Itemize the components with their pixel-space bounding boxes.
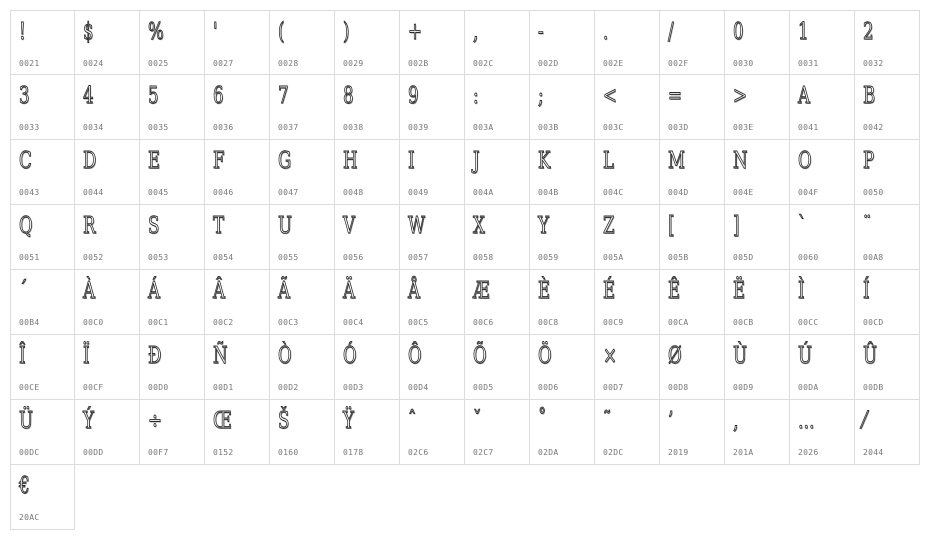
- glyph-code-label: 00B4: [19, 318, 40, 327]
- glyph-code-label: 00C2: [213, 318, 234, 327]
- glyph-preview: Ù: [733, 343, 747, 369]
- glyph-code-label: 002B: [408, 59, 429, 68]
- glyph-preview: È: [538, 278, 551, 304]
- glyph-preview: 8: [343, 83, 354, 109]
- glyph-code-label: 002D: [538, 59, 559, 68]
- glyph-code-label: 00C3: [278, 318, 299, 327]
- glyph-cell[interactable]: [725, 75, 790, 140]
- glyph-preview: C: [19, 148, 32, 174]
- glyph-code-label: 00D9: [733, 383, 754, 392]
- glyph-preview: W: [408, 213, 426, 239]
- glyph-code-label: 00DB: [863, 383, 884, 392]
- glyph-cell[interactable]: [270, 400, 335, 465]
- glyph-preview: U: [278, 213, 292, 239]
- glyph-cell[interactable]: [205, 140, 270, 205]
- glyph-code-label: 00A8: [863, 253, 884, 262]
- glyph-code-label: 005A: [603, 253, 624, 262]
- glyph-cell[interactable]: [660, 270, 725, 335]
- glyph-cell[interactable]: [465, 140, 530, 205]
- glyph-code-label: 0052: [83, 253, 104, 262]
- glyph-cell[interactable]: [270, 75, 335, 140]
- glyph-cell[interactable]: [595, 10, 660, 75]
- glyph-preview: X: [473, 213, 485, 239]
- glyph-code-label: 0025: [148, 59, 169, 68]
- glyph-code-label: 0046: [213, 188, 234, 197]
- glyph-code-label: 00CA: [668, 318, 689, 327]
- glyph-preview: J: [473, 148, 480, 174]
- glyph-code-label: 00CF: [83, 383, 104, 392]
- glyph-preview: ': [213, 19, 218, 45]
- glyph-code-label: 0058: [473, 253, 494, 262]
- glyph-preview: ]: [733, 213, 740, 239]
- glyph-cell[interactable]: [270, 10, 335, 75]
- glyph-code-label: 00C8: [538, 318, 559, 327]
- glyph-code-label: 0053: [148, 253, 169, 262]
- glyph-code-label: 0056: [343, 253, 364, 262]
- glyph-cell[interactable]: [400, 75, 465, 140]
- glyph-preview: ⁄: [863, 408, 866, 434]
- glyph-cell[interactable]: [10, 10, 75, 75]
- glyph-code-label: 00D3: [343, 383, 364, 392]
- glyph-cell[interactable]: [660, 335, 725, 400]
- glyph-code-label: 002F: [668, 59, 689, 68]
- glyph-preview: 6: [213, 83, 224, 109]
- glyph-code-label: 2044: [863, 448, 884, 457]
- glyph-cell[interactable]: [270, 270, 335, 335]
- glyph-code-label: 0044: [83, 188, 104, 197]
- glyph-cell[interactable]: [855, 140, 920, 205]
- glyph-preview: B: [863, 83, 876, 109]
- glyph-cell[interactable]: [595, 75, 660, 140]
- glyph-cell[interactable]: [400, 10, 465, 75]
- glyph-cell[interactable]: [465, 400, 530, 465]
- glyph-preview: ’: [668, 408, 674, 434]
- glyph-code-label: 0042: [863, 123, 884, 132]
- glyph-cell[interactable]: [335, 10, 400, 75]
- glyph-code-label: 0033: [19, 123, 40, 132]
- glyph-cell[interactable]: [595, 335, 660, 400]
- glyph-preview: Ì: [798, 278, 805, 304]
- glyph-preview: Ï: [83, 343, 90, 369]
- glyph-cell[interactable]: [10, 205, 75, 270]
- glyph-code-label: 0039: [408, 123, 429, 132]
- glyph-code-label: 004F: [798, 188, 819, 197]
- glyph-cell[interactable]: [400, 205, 465, 270]
- glyph-code-label: 0060: [798, 253, 819, 262]
- glyph-preview: Y: [538, 213, 549, 239]
- glyph-preview: ˆ: [408, 408, 417, 434]
- glyph-code-label: 00D8: [668, 383, 689, 392]
- glyph-code-label: 0050: [863, 188, 884, 197]
- glyph-preview: P: [863, 148, 875, 174]
- glyph-code-label: 0035: [148, 123, 169, 132]
- glyph-cell[interactable]: [725, 10, 790, 75]
- glyph-preview: 0: [733, 19, 744, 45]
- glyph-cell[interactable]: [595, 140, 660, 205]
- glyph-cell[interactable]: [595, 270, 660, 335]
- glyph-code-label: 0031: [798, 59, 819, 68]
- glyph-cell[interactable]: [465, 75, 530, 140]
- glyph-cell[interactable]: [270, 335, 335, 400]
- glyph-code-label: 0051: [19, 253, 40, 262]
- glyph-cell[interactable]: [790, 10, 855, 75]
- glyph-preview: Á: [148, 278, 160, 304]
- glyph-preview: Ü: [19, 408, 33, 434]
- glyph-code-label: 003D: [668, 123, 689, 132]
- glyph-preview: É: [603, 278, 616, 304]
- glyph-preview: Í: [863, 278, 870, 304]
- glyph-preview: ‚: [733, 408, 739, 434]
- glyph-code-label: 0028: [278, 59, 299, 68]
- glyph-cell[interactable]: [335, 335, 400, 400]
- glyph-preview: Q: [19, 213, 33, 239]
- glyph-code-label: 0021: [19, 59, 40, 68]
- glyph-code-label: 0041: [798, 123, 819, 132]
- glyph-cell[interactable]: [75, 75, 140, 140]
- glyph-cell[interactable]: [465, 10, 530, 75]
- glyph-preview: M: [668, 148, 685, 174]
- glyph-code-label: 0048: [343, 188, 364, 197]
- glyph-code-label: 00C1: [148, 318, 169, 327]
- glyph-preview: Û: [863, 343, 877, 369]
- glyph-cell[interactable]: [205, 335, 270, 400]
- glyph-preview: -: [538, 19, 544, 45]
- glyph-preview: Õ: [473, 343, 487, 369]
- glyph-code-label: 0024: [83, 59, 104, 68]
- glyph-preview: Â: [213, 278, 225, 304]
- glyph-code-label: 00DD: [83, 448, 104, 457]
- glyph-cell[interactable]: [335, 75, 400, 140]
- glyph-code-label: 0178: [343, 448, 364, 457]
- glyph-code-label: 004B: [538, 188, 559, 197]
- glyph-preview: Å: [408, 278, 420, 304]
- glyph-preview: ˇ: [473, 408, 482, 434]
- glyph-cell[interactable]: [10, 465, 75, 530]
- glyph-cell[interactable]: [205, 75, 270, 140]
- glyph-code-label: 00DA: [798, 383, 819, 392]
- glyph-code-label: 0034: [83, 123, 104, 132]
- glyph-cell[interactable]: [855, 270, 920, 335]
- glyph-preview: Ø: [668, 343, 682, 369]
- glyph-code-label: 00D0: [148, 383, 169, 392]
- glyph-preview: Ä: [343, 278, 355, 304]
- glyph-preview: [: [668, 213, 675, 239]
- glyph-cell[interactable]: [790, 335, 855, 400]
- glyph-code-label: 00DC: [19, 448, 40, 457]
- glyph-preview: `: [798, 213, 807, 239]
- glyph-cell[interactable]: [205, 400, 270, 465]
- glyph-cell[interactable]: [335, 140, 400, 205]
- glyph-preview: Ô: [408, 343, 422, 369]
- glyph-cell[interactable]: [75, 270, 140, 335]
- glyph-code-label: 002E: [603, 59, 624, 68]
- glyph-cell[interactable]: [660, 140, 725, 205]
- glyph-cell[interactable]: [75, 335, 140, 400]
- glyph-preview: V: [343, 213, 355, 239]
- glyph-preview: N: [733, 148, 748, 174]
- glyph-code-label: 201A: [733, 448, 754, 457]
- glyph-code-label: 0032: [863, 59, 884, 68]
- glyph-cell[interactable]: [205, 270, 270, 335]
- glyph-preview: 1: [798, 19, 809, 45]
- glyph-preview: F: [213, 148, 225, 174]
- glyph-code-label: 20AC: [19, 513, 40, 522]
- glyph-cell[interactable]: [140, 140, 205, 205]
- glyph-preview: =: [668, 83, 682, 109]
- glyph-code-label: 0054: [213, 253, 234, 262]
- glyph-cell[interactable]: [75, 205, 140, 270]
- glyph-preview: Î: [19, 343, 26, 369]
- glyph-cell[interactable]: [660, 75, 725, 140]
- glyph-code-label: 0029: [343, 59, 364, 68]
- glyph-code-label: 00F7: [148, 448, 169, 457]
- glyph-code-label: 004A: [473, 188, 494, 197]
- glyph-cell[interactable]: [725, 205, 790, 270]
- glyph-code-label: 003A: [473, 123, 494, 132]
- glyph-preview: I: [408, 148, 415, 174]
- glyph-preview: …: [798, 408, 815, 434]
- glyph-cell[interactable]: [465, 270, 530, 335]
- glyph-code-label: 0030: [733, 59, 754, 68]
- glyph-preview: Ñ: [213, 343, 228, 369]
- glyph-cell[interactable]: [725, 335, 790, 400]
- glyph-code-label: 00D7: [603, 383, 624, 392]
- glyph-preview: ): [343, 19, 350, 45]
- glyph-cell[interactable]: [10, 335, 75, 400]
- glyph-cell[interactable]: [140, 335, 205, 400]
- glyph-cell[interactable]: [140, 205, 205, 270]
- glyph-code-label: 00C6: [473, 318, 494, 327]
- glyph-code-label: 0057: [408, 253, 429, 262]
- glyph-code-label: 00CD: [863, 318, 884, 327]
- glyph-cell[interactable]: [855, 10, 920, 75]
- glyph-grid: [10, 10, 920, 530]
- glyph-preview: ˚: [538, 408, 547, 434]
- glyph-cell[interactable]: [75, 10, 140, 75]
- glyph-preview: ,: [473, 19, 479, 45]
- glyph-code-label: 003B: [538, 123, 559, 132]
- glyph-cell[interactable]: [725, 140, 790, 205]
- glyph-code-label: 00C5: [408, 318, 429, 327]
- glyph-cell[interactable]: [400, 270, 465, 335]
- glyph-preview: :: [473, 83, 479, 109]
- glyph-cell[interactable]: [140, 400, 205, 465]
- glyph-code-label: 004D: [668, 188, 689, 197]
- glyph-code-label: 00D5: [473, 383, 494, 392]
- glyph-cell[interactable]: [530, 400, 595, 465]
- glyph-code-label: 02C7: [473, 448, 494, 457]
- glyph-preview: %: [148, 19, 164, 45]
- glyph-preview: (: [278, 19, 285, 45]
- glyph-cell[interactable]: [855, 400, 920, 465]
- glyph-preview: Ó: [343, 343, 357, 369]
- glyph-preview: K: [538, 148, 551, 174]
- glyph-code-label: 0055: [278, 253, 299, 262]
- glyph-preview: ÷: [148, 408, 162, 434]
- glyph-preview: Ú: [798, 343, 812, 369]
- glyph-preview: À: [83, 278, 95, 304]
- glyph-code-label: 005D: [733, 253, 754, 262]
- glyph-preview: G: [278, 148, 292, 174]
- glyph-cell[interactable]: [465, 205, 530, 270]
- glyph-code-label: 0152: [213, 448, 234, 457]
- glyph-cell[interactable]: [530, 335, 595, 400]
- glyph-cell[interactable]: [75, 400, 140, 465]
- glyph-preview: 4: [83, 83, 94, 109]
- glyph-preview: Š: [278, 408, 290, 434]
- glyph-preview: Æ: [473, 278, 490, 304]
- glyph-preview: S: [148, 213, 160, 239]
- glyph-preview: Ò: [278, 343, 292, 369]
- glyph-cell[interactable]: [530, 140, 595, 205]
- glyph-preview: Œ: [213, 408, 232, 434]
- glyph-code-label: 00CB: [733, 318, 754, 327]
- glyph-cell[interactable]: [205, 205, 270, 270]
- glyph-preview: Ã: [278, 278, 290, 304]
- glyph-preview: Ë: [733, 278, 746, 304]
- glyph-preview: Ÿ: [343, 408, 354, 434]
- glyph-cell[interactable]: [140, 75, 205, 140]
- glyph-code-label: 00CE: [19, 383, 40, 392]
- glyph-cell[interactable]: [855, 205, 920, 270]
- glyph-preview: .: [603, 19, 609, 45]
- glyph-preview: ˜: [603, 408, 612, 434]
- glyph-code-label: 004E: [733, 188, 754, 197]
- glyph-cell[interactable]: [270, 205, 335, 270]
- glyph-code-label: 0036: [213, 123, 234, 132]
- glyph-code-label: 02DC: [603, 448, 624, 457]
- glyph-cell[interactable]: [400, 140, 465, 205]
- glyph-preview: 2: [863, 19, 874, 45]
- glyph-code-label: 0160: [278, 448, 299, 457]
- glyph-preview: ¨: [863, 213, 872, 239]
- glyph-preview: 7: [278, 83, 289, 109]
- glyph-cell[interactable]: [530, 75, 595, 140]
- glyph-preview: >: [733, 83, 747, 109]
- glyph-preview: +: [408, 19, 422, 45]
- glyph-cell[interactable]: [790, 400, 855, 465]
- glyph-code-label: 003C: [603, 123, 624, 132]
- glyph-cell[interactable]: [270, 140, 335, 205]
- glyph-cell[interactable]: [855, 335, 920, 400]
- glyph-code-label: 0049: [408, 188, 429, 197]
- glyph-preview: $: [83, 19, 94, 45]
- glyph-cell[interactable]: [465, 335, 530, 400]
- glyph-code-label: 00C4: [343, 318, 364, 327]
- glyph-code-label: 005B: [668, 253, 689, 262]
- glyph-cell[interactable]: [530, 10, 595, 75]
- glyph-preview: H: [343, 148, 358, 174]
- glyph-preview: Ý: [83, 408, 94, 434]
- glyph-cell[interactable]: [530, 270, 595, 335]
- glyph-preview: <: [603, 83, 617, 109]
- glyph-cell[interactable]: [660, 205, 725, 270]
- glyph-cell[interactable]: [10, 140, 75, 205]
- glyph-cell[interactable]: [205, 10, 270, 75]
- glyph-cell[interactable]: [790, 75, 855, 140]
- glyph-preview: T: [213, 213, 225, 239]
- glyph-preview: Ê: [668, 278, 681, 304]
- glyph-code-label: 00C0: [83, 318, 104, 327]
- glyph-code-label: 0047: [278, 188, 299, 197]
- glyph-code-label: 0059: [538, 253, 559, 262]
- glyph-code-label: 002C: [473, 59, 494, 68]
- glyph-preview: Ö: [538, 343, 552, 369]
- glyph-cell[interactable]: [855, 75, 920, 140]
- glyph-cell[interactable]: [400, 400, 465, 465]
- glyph-preview: €: [19, 473, 30, 499]
- glyph-code-label: 02C6: [408, 448, 429, 457]
- glyph-cell[interactable]: [725, 270, 790, 335]
- glyph-code-label: 02DA: [538, 448, 559, 457]
- glyph-cell[interactable]: [725, 400, 790, 465]
- glyph-code-label: 2026: [798, 448, 819, 457]
- glyph-cell[interactable]: [75, 140, 140, 205]
- glyph-cell[interactable]: [400, 335, 465, 400]
- glyph-preview: ;: [538, 83, 544, 109]
- glyph-code-label: 00D6: [538, 383, 559, 392]
- glyph-cell[interactable]: [335, 205, 400, 270]
- glyph-code-label: 0038: [343, 123, 364, 132]
- glyph-cell[interactable]: [10, 270, 75, 335]
- glyph-cell[interactable]: [660, 400, 725, 465]
- glyph-cell[interactable]: [790, 205, 855, 270]
- glyph-code-label: 0037: [278, 123, 299, 132]
- glyph-preview: ×: [603, 343, 617, 369]
- glyph-cell[interactable]: [10, 75, 75, 140]
- glyph-code-label: 0045: [148, 188, 169, 197]
- glyph-preview: R: [83, 213, 96, 239]
- glyph-code-label: 00D2: [278, 383, 299, 392]
- glyph-preview: !: [19, 19, 26, 45]
- glyph-preview: 3: [19, 83, 30, 109]
- glyph-cell[interactable]: [140, 270, 205, 335]
- glyph-code-label: 003E: [733, 123, 754, 132]
- glyph-preview: A: [798, 83, 810, 109]
- glyph-cell[interactable]: [530, 205, 595, 270]
- glyph-preview: D: [83, 148, 97, 174]
- glyph-preview: ´: [19, 278, 28, 304]
- glyph-cell[interactable]: [595, 205, 660, 270]
- glyph-preview: /: [668, 19, 674, 45]
- glyph-code-label: 00D1: [213, 383, 234, 392]
- glyph-cell[interactable]: [660, 10, 725, 75]
- glyph-cell[interactable]: [10, 400, 75, 465]
- glyph-cell[interactable]: [790, 140, 855, 205]
- glyph-preview: E: [148, 148, 161, 174]
- glyph-code-label: 004C: [603, 188, 624, 197]
- glyph-preview: 9: [408, 83, 419, 109]
- glyph-cell[interactable]: [140, 10, 205, 75]
- glyph-preview: Ð: [148, 343, 162, 369]
- glyph-cell[interactable]: [790, 270, 855, 335]
- glyph-cell[interactable]: [335, 400, 400, 465]
- glyph-code-label: 00CC: [798, 318, 819, 327]
- glyph-preview: 5: [148, 83, 159, 109]
- glyph-code-label: 2019: [668, 448, 689, 457]
- glyph-preview: Z: [603, 213, 615, 239]
- glyph-cell[interactable]: [595, 400, 660, 465]
- glyph-preview: O: [798, 148, 812, 174]
- glyph-code-label: 0027: [213, 59, 234, 68]
- glyph-code-label: 0043: [19, 188, 40, 197]
- glyph-code-label: 00C9: [603, 318, 624, 327]
- glyph-code-label: 00D4: [408, 383, 429, 392]
- glyph-preview: L: [603, 148, 615, 174]
- glyph-cell[interactable]: [335, 270, 400, 335]
